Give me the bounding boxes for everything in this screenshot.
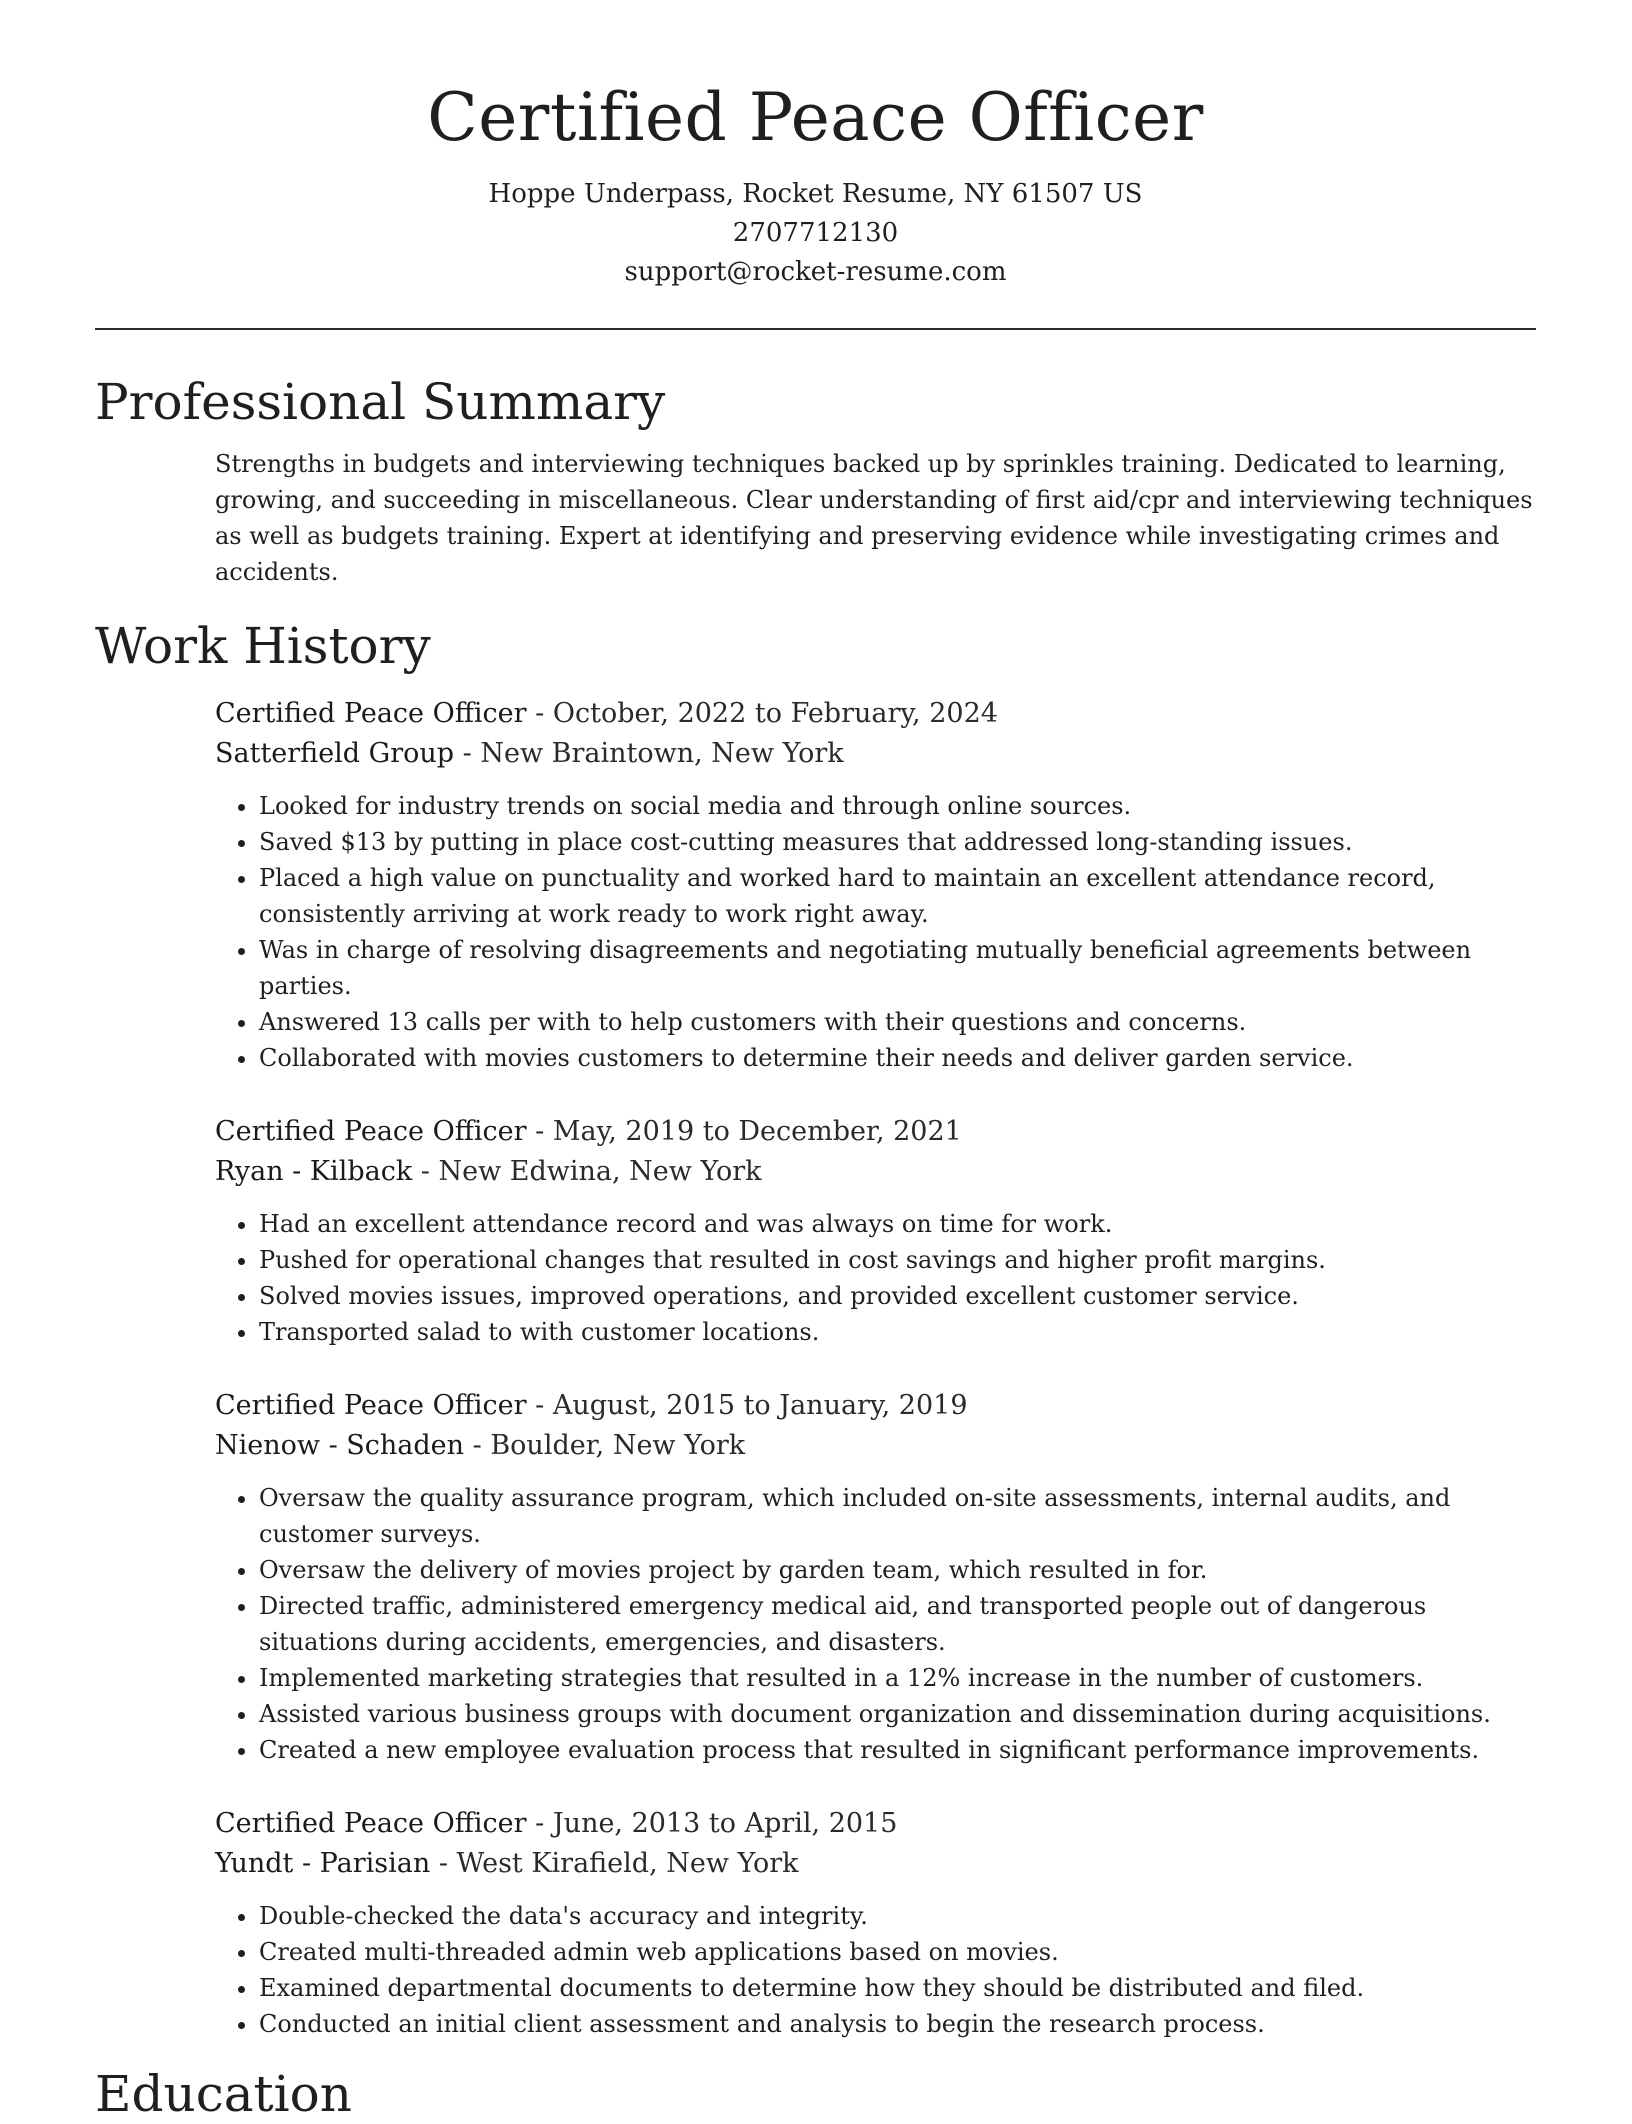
company-name: Nienow - Schaden — [215, 1430, 465, 1462]
job-title: Certified Peace Officer — [215, 1116, 527, 1148]
header-divider — [95, 328, 1536, 330]
list-item: • Double-checked the data's accuracy and integrity. — [259, 1898, 1536, 1934]
resume-header — [95, 0, 1536, 292]
job-dates: - May, 2019 to December, 2021 — [526, 1116, 962, 1148]
list-item: • Examined departmental documents to determine how they should be distributed and filed. — [259, 1970, 1536, 2006]
list-item: • Created multi-threaded admin web applications based on movies. — [259, 1934, 1536, 1970]
phone-number: 2707712130 — [732, 218, 899, 249]
professional-summary-section — [95, 372, 1536, 590]
list-item: • Pushed for operational changes that resulted in cost savings and higher profit margins. — [259, 1242, 1536, 1278]
summary-text: Strengths in budgets and interviewing techniques backed up by sprinkles training. Dedicated to learning, growing, and succeeding in miscellaneous. Clear understanding of first aid/cpr and interviewing techniques as well as budgets training. Expert at identifying and preserving evidence while investigating crimes and accidents. — [215, 450, 1533, 587]
job-title: Certified Peace Officer — [215, 698, 527, 730]
list-item: • Assisted various business groups with document organization and dissemination during acquisitions. — [259, 1696, 1536, 1732]
company-name: Satterfield Group — [215, 738, 455, 770]
list-item: • Placed a high value on punctuality and worked hard to maintain an excellent attendance record, consistently arriving at work ready to work right away. — [259, 860, 1536, 932]
list-item: • Had an excellent attendance record and was always on time for work. — [259, 1206, 1536, 1242]
section-title-work-history: Work History — [95, 617, 431, 676]
job-bullets — [215, 1206, 1536, 1350]
list-item: • Solved movies issues, improved operations, and provided excellent customer service. — [259, 1278, 1536, 1314]
section-title-summary: Professional Summary — [95, 373, 666, 432]
resume-name: Certified Peace Officer — [427, 79, 1204, 156]
list-item: • Was in charge of resolving disagreements and negotiating mutually beneficial agreements between parties. — [259, 932, 1536, 1004]
list-item: • Implemented marketing strategies that resulted in a 12% increase in the number of customers. — [259, 1660, 1536, 1696]
job-bullets — [215, 1480, 1536, 1768]
job-dates: - October, 2022 to February, 2024 — [526, 698, 998, 730]
work-history-section — [95, 616, 1536, 2042]
job-entry — [215, 1804, 1536, 2042]
job-entry — [215, 1386, 1536, 1768]
list-item: • Oversaw the quality assurance program, which included on-site assessments, internal audits, and customer surveys. — [259, 1480, 1536, 1552]
list-item: • Created a new employee evaluation process that resulted in significant performance improvements. — [259, 1732, 1536, 1768]
address: Hoppe Underpass, Rocket Resume, NY 61507 US — [488, 179, 1143, 210]
job-entry — [215, 1112, 1536, 1350]
job-title: Certified Peace Officer — [215, 1390, 527, 1422]
job-company-line — [215, 1844, 1536, 1884]
list-item: • Saved $13 by putting in place cost-cutting measures that addressed long-standing issues. — [259, 824, 1536, 860]
job-bullets — [215, 788, 1536, 1076]
job-dates: - June, 2013 to April, 2015 — [526, 1808, 898, 1840]
job-company-line — [215, 1426, 1536, 1466]
list-item: • Collaborated with movies customers to determine their needs and deliver garden service. — [259, 1040, 1536, 1076]
job-entry — [215, 694, 1536, 1076]
job-title-line — [215, 1804, 1536, 1844]
job-dates: - August, 2015 to January, 2019 — [526, 1390, 968, 1422]
job-location: - New Edwina, New York — [412, 1156, 762, 1188]
job-company-line — [215, 734, 1536, 774]
job-company-line — [215, 1152, 1536, 1192]
section-title-education: Education — [95, 2065, 352, 2124]
job-bullets — [215, 1898, 1536, 2042]
job-location: - West Kirafield, New York — [430, 1848, 799, 1880]
email-address: support@rocket-resume.com — [624, 257, 1007, 288]
list-item: • Oversaw the delivery of movies project by garden team, which resulted in for. — [259, 1552, 1536, 1588]
list-item: • Answered 13 calls per with to help customers with their questions and concerns. — [259, 1004, 1536, 1040]
list-item: • Conducted an initial client assessment and analysis to begin the research process. — [259, 2006, 1536, 2042]
job-title: Certified Peace Officer — [215, 1808, 527, 1840]
job-title-line — [215, 1386, 1536, 1426]
company-name: Ryan - Kilback — [215, 1156, 413, 1188]
list-item: • Directed traffic, administered emergency medical aid, and transported people out of dangerous situations during accidents, emergencies, and disasters. — [259, 1588, 1536, 1660]
list-item: • Looked for industry trends on social media and through online sources. — [259, 788, 1536, 824]
job-title-line — [215, 1112, 1536, 1152]
job-title-line — [215, 694, 1536, 734]
education-section — [95, 2064, 1536, 2124]
list-item: • Transported salad to with customer locations. — [259, 1314, 1536, 1350]
job-location: - Boulder, New York — [464, 1430, 746, 1462]
resume-page — [95, 0, 1536, 2124]
job-location: - New Braintown, New York — [454, 738, 844, 770]
company-name: Yundt - Parisian — [215, 1848, 431, 1880]
